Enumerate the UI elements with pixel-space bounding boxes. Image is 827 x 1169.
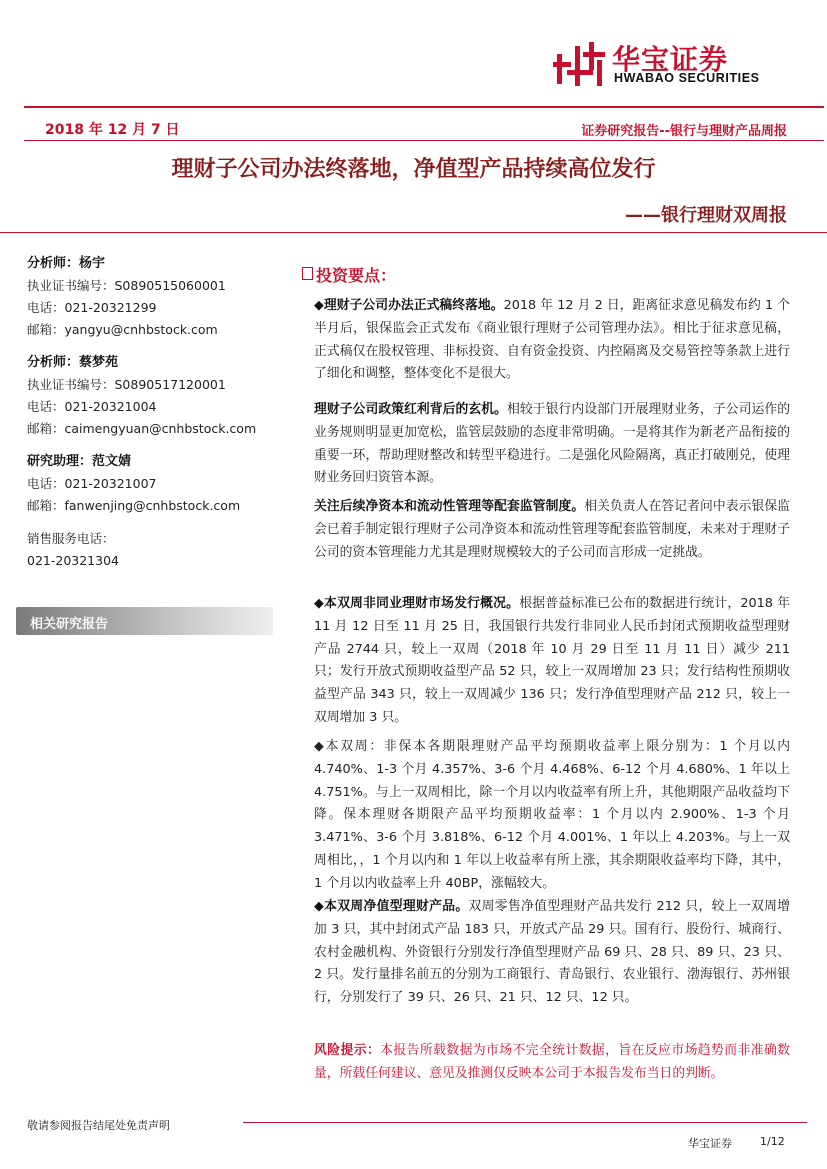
analyst-phone: 电话：021-20321299 — [27, 300, 157, 315]
title-rule — [0, 232, 827, 233]
assistant-name: 研究助理：范文婧 — [27, 454, 132, 469]
brand-name-en: HWABAO SECURITIES — [614, 71, 760, 85]
report-subtitle: ——银行理财双周报 — [625, 205, 787, 226]
sales-label: 销售服务电话： — [27, 531, 115, 546]
header-rule-bottom — [24, 140, 824, 141]
analyst-panel — [27, 253, 277, 572]
report-title: 理财子公司办法终落地，净值型产品持续高位发行 — [171, 157, 656, 182]
assistant-email: 邮箱：fanwenjing@cnhbstock.com — [27, 498, 241, 513]
checkbox-square-icon — [302, 267, 313, 280]
footer-company: 华宝证券 — [688, 1137, 732, 1150]
paragraph-3: 关注后续净资本和流动性管理等配套监管制度。相关负责人在答记者问中表示银保监会已着手制定银行理财子公司净资本和流动性管理等配套监管制度，未来对于理财子公司的资本管理能力尤其是理财规模较大的子公司而言形成一定挑战。 — [314, 499, 791, 560]
analyst-cert: 执业证书编号：S0890515060001 — [27, 278, 226, 293]
paragraph-4: ◆本双周非同业理财市场发行概况。根据普益标准已公布的数据进行统计，2018 年 11 月 12 日至 11 月 25 日，我国银行共发行非同业人民币封闭式预期收益型理财产品 2744 只，较上一双周（2018 年 10 月 29 日至 11 月 11 日）减少 211 只；发行开放式预期收益型产品 52 只，较上一双周增加 23 只；发行结构性预期收益型产品 343 只，较上一双周减少 136 只；发行净值型理财产品 212 只，较上一双周增加 3 只。 — [314, 596, 791, 725]
analyst-name: 分析师：蔡梦苑 — [27, 355, 119, 370]
risk-warning: 风险提示：本报告所载数据为市场不完全统计数据，旨在反应市场趋势而非准确数量，所载任何建议、意见及推测仅反映本公司于本报告发布当日的判断。 — [314, 1043, 790, 1081]
paragraph-1: ◆理财子公司办法正式稿终落地。2018 年 12 月 2 日，距离征求意见稿发布约 1 个半月后，银保监会正式发布《商业银行理财子公司管理办法》。相比于征求意见稿，正式稿仅在股权管理、非标投资、自有资金投资、内控隔离及交易管控等条款上进行了细化和调整，整体变化不是很大。 — [314, 298, 791, 382]
footer-disclaimer: 敬请参阅报告结尾处免责声明 — [27, 1119, 170, 1132]
related-reports-label: 相关研究报告 — [30, 617, 109, 632]
paragraph-2: 理财子公司政策红利背后的玄机。相较于银行内设部门开展理财业务，子公司运作的业务规则明显更加宽松，监管层鼓励的态度非常明确。一是将其作为新老产品衔接的重要一环，帮助理财整改和转型平稳进行。二是强化风险隔离，真正打破刚兑，使理财业务回归资管本源。 — [314, 402, 791, 486]
page-number: 1/12 — [760, 1135, 785, 1148]
analyst-email: 邮箱：caimengyuan@cnhbstock.com — [27, 421, 257, 436]
report-date: 2018 年 12 月 7 日 — [45, 122, 180, 138]
paragraph-5: ◆本双周：非保本各期限理财产品平均预期收益率上限分别为：1 个月以内 4.740%、1-3 个月 4.357%、3-6 个月 4.468%、6-12 个月 4.680%、1 年以上 4.751%。与上一双周相比，除一个月以内收益率有所上升，其他期限产品收益均下降。保本理财各期限产品平均预期收益率：1 个月以内 2.900%、1-3 个月 3.471%、3-6 个月 3.818%、6-12 个月 4.001%、1 年以上 4.203%。与上一双周相比，，1 个月以内和 1 年以上收益率有所上涨，其余期限收益率均下降，其中，1 个月以内收益率上升 40BP，涨幅较大。 — [314, 739, 790, 891]
analyst-name: 分析师：杨宇 — [27, 256, 106, 271]
report-type: 证券研究报告--银行与理财产品周报 — [581, 124, 787, 139]
brand-name-cn: 华宝证券 — [612, 43, 729, 76]
hwabao-logo-icon — [553, 40, 609, 90]
assistant-phone: 电话：021-20321007 — [27, 476, 157, 491]
analyst-phone: 电话：021-20321004 — [27, 399, 157, 414]
analyst-email: 邮箱：yangyu@cnhbstock.com — [27, 322, 218, 337]
analyst-cert: 执业证书编号：S0890517120001 — [27, 377, 226, 392]
header-rule — [24, 106, 824, 108]
sales-phone: 021-20321304 — [27, 553, 119, 568]
paragraph-6: ◆本双周净值型理财产品。双周零售净值型理财产品共发行 212 只，较上一双周增加 3 只，其中封闭式产品 183 只，开放式产品 29 只。国有行、股份行、城商行、农村金融机构、外资银行分别发行净值型理财产品 69 只、28 只、89 只、23 只、2 只。发行量排名前五的分别为工商银行、青岛银行、农业银行、渤海银行、苏州银行，分别发行了 39 只、26 只、21 只、12 只、12 只。 — [314, 899, 791, 1006]
key-points-heading: 投资要点： — [302, 263, 396, 286]
footer-rule — [243, 1122, 807, 1123]
